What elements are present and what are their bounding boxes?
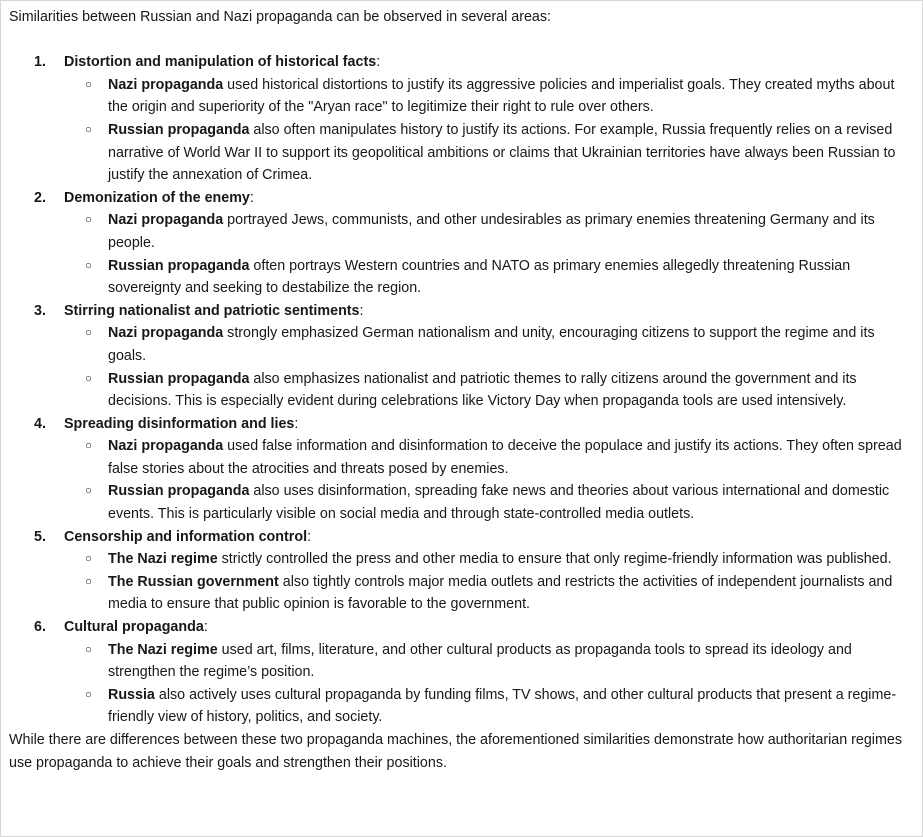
bullet-lead: The Nazi regime <box>108 551 218 568</box>
item-title <box>64 413 916 436</box>
item-title-text: Spreading disinformation and lies <box>64 415 295 432</box>
item-title-colon: : <box>307 528 312 545</box>
circle-bullet-icon: ○ <box>85 78 92 91</box>
bullet-body-text: also uses disinformation, spreading fake news and theories about various international and domestic events. This is particularly visible on social media and through state-controlled media outlets. <box>108 483 890 523</box>
bullet-lead: The Russian government <box>108 573 279 590</box>
item-number: 5. <box>34 528 46 545</box>
closing-paragraph: While there are differences between these two propaganda machines, the aforementioned similarities demonstrate how authoritarian regimes use propaganda to achieve their goals and strengthen their positions. <box>9 732 902 771</box>
bullet-item <box>85 368 916 413</box>
intro-paragraph: Similarities between Russian and Nazi propaganda can be observed in several areas: <box>9 9 552 25</box>
bullet-item <box>85 255 916 300</box>
bullet-text <box>108 255 916 300</box>
bullet-item <box>85 480 916 525</box>
bullet-item <box>85 322 916 367</box>
bullet-lead: Nazi propaganda <box>108 76 224 93</box>
item-number: 4. <box>34 415 46 432</box>
list-item <box>34 616 916 639</box>
bullet-body-text: used historical distortions to justify its aggressive policies and imperialist goals. They created myths about the origin and superiority of the "Aryan race" to legitimize their right to rule over others. <box>108 76 895 116</box>
bullet-lead: Russian propaganda <box>108 483 250 500</box>
item-title-text: Cultural propaganda <box>64 619 204 636</box>
bullet-lead: The Nazi regime <box>108 641 218 658</box>
circle-bullet-icon: ○ <box>85 123 92 136</box>
bullet-lead: Nazi propaganda <box>108 438 224 455</box>
bullet-text <box>108 74 916 119</box>
bullet-item <box>85 571 916 616</box>
bullet-text <box>108 435 916 480</box>
circle-bullet-icon: ○ <box>85 575 92 588</box>
bullet-body-text: used false information and disinformation to deceive the populace and justify its actions. They often spread false stories about the atrocities and threats posed by enemies. <box>108 438 902 477</box>
bullet-lead: Russian propaganda <box>108 370 250 387</box>
bullet-body-text: also often manipulates history to justify its actions. For example, Russia frequently relies on a revised narrative of World War II to support its geopolitical ambitions or claims that Ukrainian territories have always been Russian to justify the annexation of Crimea. <box>108 121 896 184</box>
bullet-text <box>108 684 916 729</box>
bullet-body-text: used art, films, literature, and other cultural products as propaganda tools to spread its ideology and strengthen the regime’s position. <box>108 641 852 681</box>
numbered-list <box>9 51 916 729</box>
item-title <box>64 187 916 210</box>
circle-bullet-icon: ○ <box>85 259 92 272</box>
circle-bullet-icon: ○ <box>85 553 92 566</box>
bullet-lead: Nazi propaganda <box>108 325 224 342</box>
item-title-colon: : <box>359 302 364 319</box>
bullet-item <box>85 684 916 729</box>
item-number: 2. <box>34 189 46 206</box>
item-title <box>64 300 916 323</box>
item-title-text: Demonization of the enemy <box>64 189 250 206</box>
list-item <box>34 51 916 74</box>
bullet-text <box>108 209 916 254</box>
item-title <box>64 51 916 74</box>
list-item <box>34 526 916 549</box>
circle-bullet-icon: ○ <box>85 643 92 656</box>
bullet-text <box>108 119 916 187</box>
bullet-text <box>108 639 916 684</box>
bullet-item <box>85 209 916 254</box>
bullet-lead: Russian propaganda <box>108 121 250 138</box>
bullet-text <box>108 322 916 367</box>
circle-bullet-icon: ○ <box>85 688 92 701</box>
bullet-item <box>85 435 916 480</box>
bullet-body-text: portrayed Jews, communists, and other undesirables as primary enemies threatening Germany and its people. <box>108 212 875 251</box>
circle-bullet-icon: ○ <box>85 372 92 385</box>
list-item <box>34 413 916 436</box>
item-title-colon: : <box>249 189 254 206</box>
item-title-text: Distortion and manipulation of historical facts <box>64 54 377 71</box>
bullet-text <box>108 548 916 571</box>
bullet-body-text: also actively uses cultural propaganda by funding films, TV shows, and other cultural products that present a regime-friendly view of history, politics, and society. <box>108 686 897 726</box>
bullet-item <box>85 74 916 119</box>
bullet-text <box>108 480 916 525</box>
bullet-lead: Russia <box>108 686 155 703</box>
item-title-text: Stirring nationalist and patriotic sentiments <box>64 302 360 319</box>
item-title <box>64 526 916 549</box>
bullet-body-text: strongly emphasized German nationalism and unity, encouraging citizens to support the regime and its goals. <box>108 325 875 364</box>
bullet-lead: Nazi propaganda <box>108 212 224 229</box>
list-item <box>34 300 916 323</box>
bullet-body-text: often portrays Western countries and NATO as primary enemies allegedly threatening Russian sovereignty and seeking to destabilize the region. <box>108 257 851 297</box>
circle-bullet-icon: ○ <box>85 327 92 340</box>
bullet-body-text: also tightly controls major media outlets and restricts the activities of independent journalists and media to ensure that public opinion is favorable to the government. <box>108 573 893 613</box>
bullet-text <box>108 368 916 413</box>
item-number: 3. <box>34 302 46 319</box>
item-number: 1. <box>34 54 46 71</box>
bullet-item <box>85 639 916 684</box>
circle-bullet-icon: ○ <box>85 485 92 498</box>
bullet-item <box>85 548 916 571</box>
item-title-text: Censorship and information control <box>64 528 308 545</box>
item-title-colon: : <box>376 54 381 71</box>
item-title <box>64 616 916 639</box>
list-item <box>34 187 916 210</box>
bullet-body-text: strictly controlled the press and other media to ensure that only regime-friendly information was published. <box>221 551 892 568</box>
bullet-text <box>108 571 916 616</box>
circle-bullet-icon: ○ <box>85 440 92 453</box>
item-title-colon: : <box>294 415 299 432</box>
item-number: 6. <box>34 619 46 636</box>
bullet-body-text: also emphasizes nationalist and patriotic themes to rally citizens around the government and its decisions. This is especially evident during celebrations like Victory Day when propaganda tools are used intensively. <box>108 370 857 410</box>
item-title-colon: : <box>203 619 208 636</box>
bullet-item <box>85 119 916 187</box>
bullet-lead: Russian propaganda <box>108 257 250 274</box>
circle-bullet-icon: ○ <box>85 214 92 227</box>
